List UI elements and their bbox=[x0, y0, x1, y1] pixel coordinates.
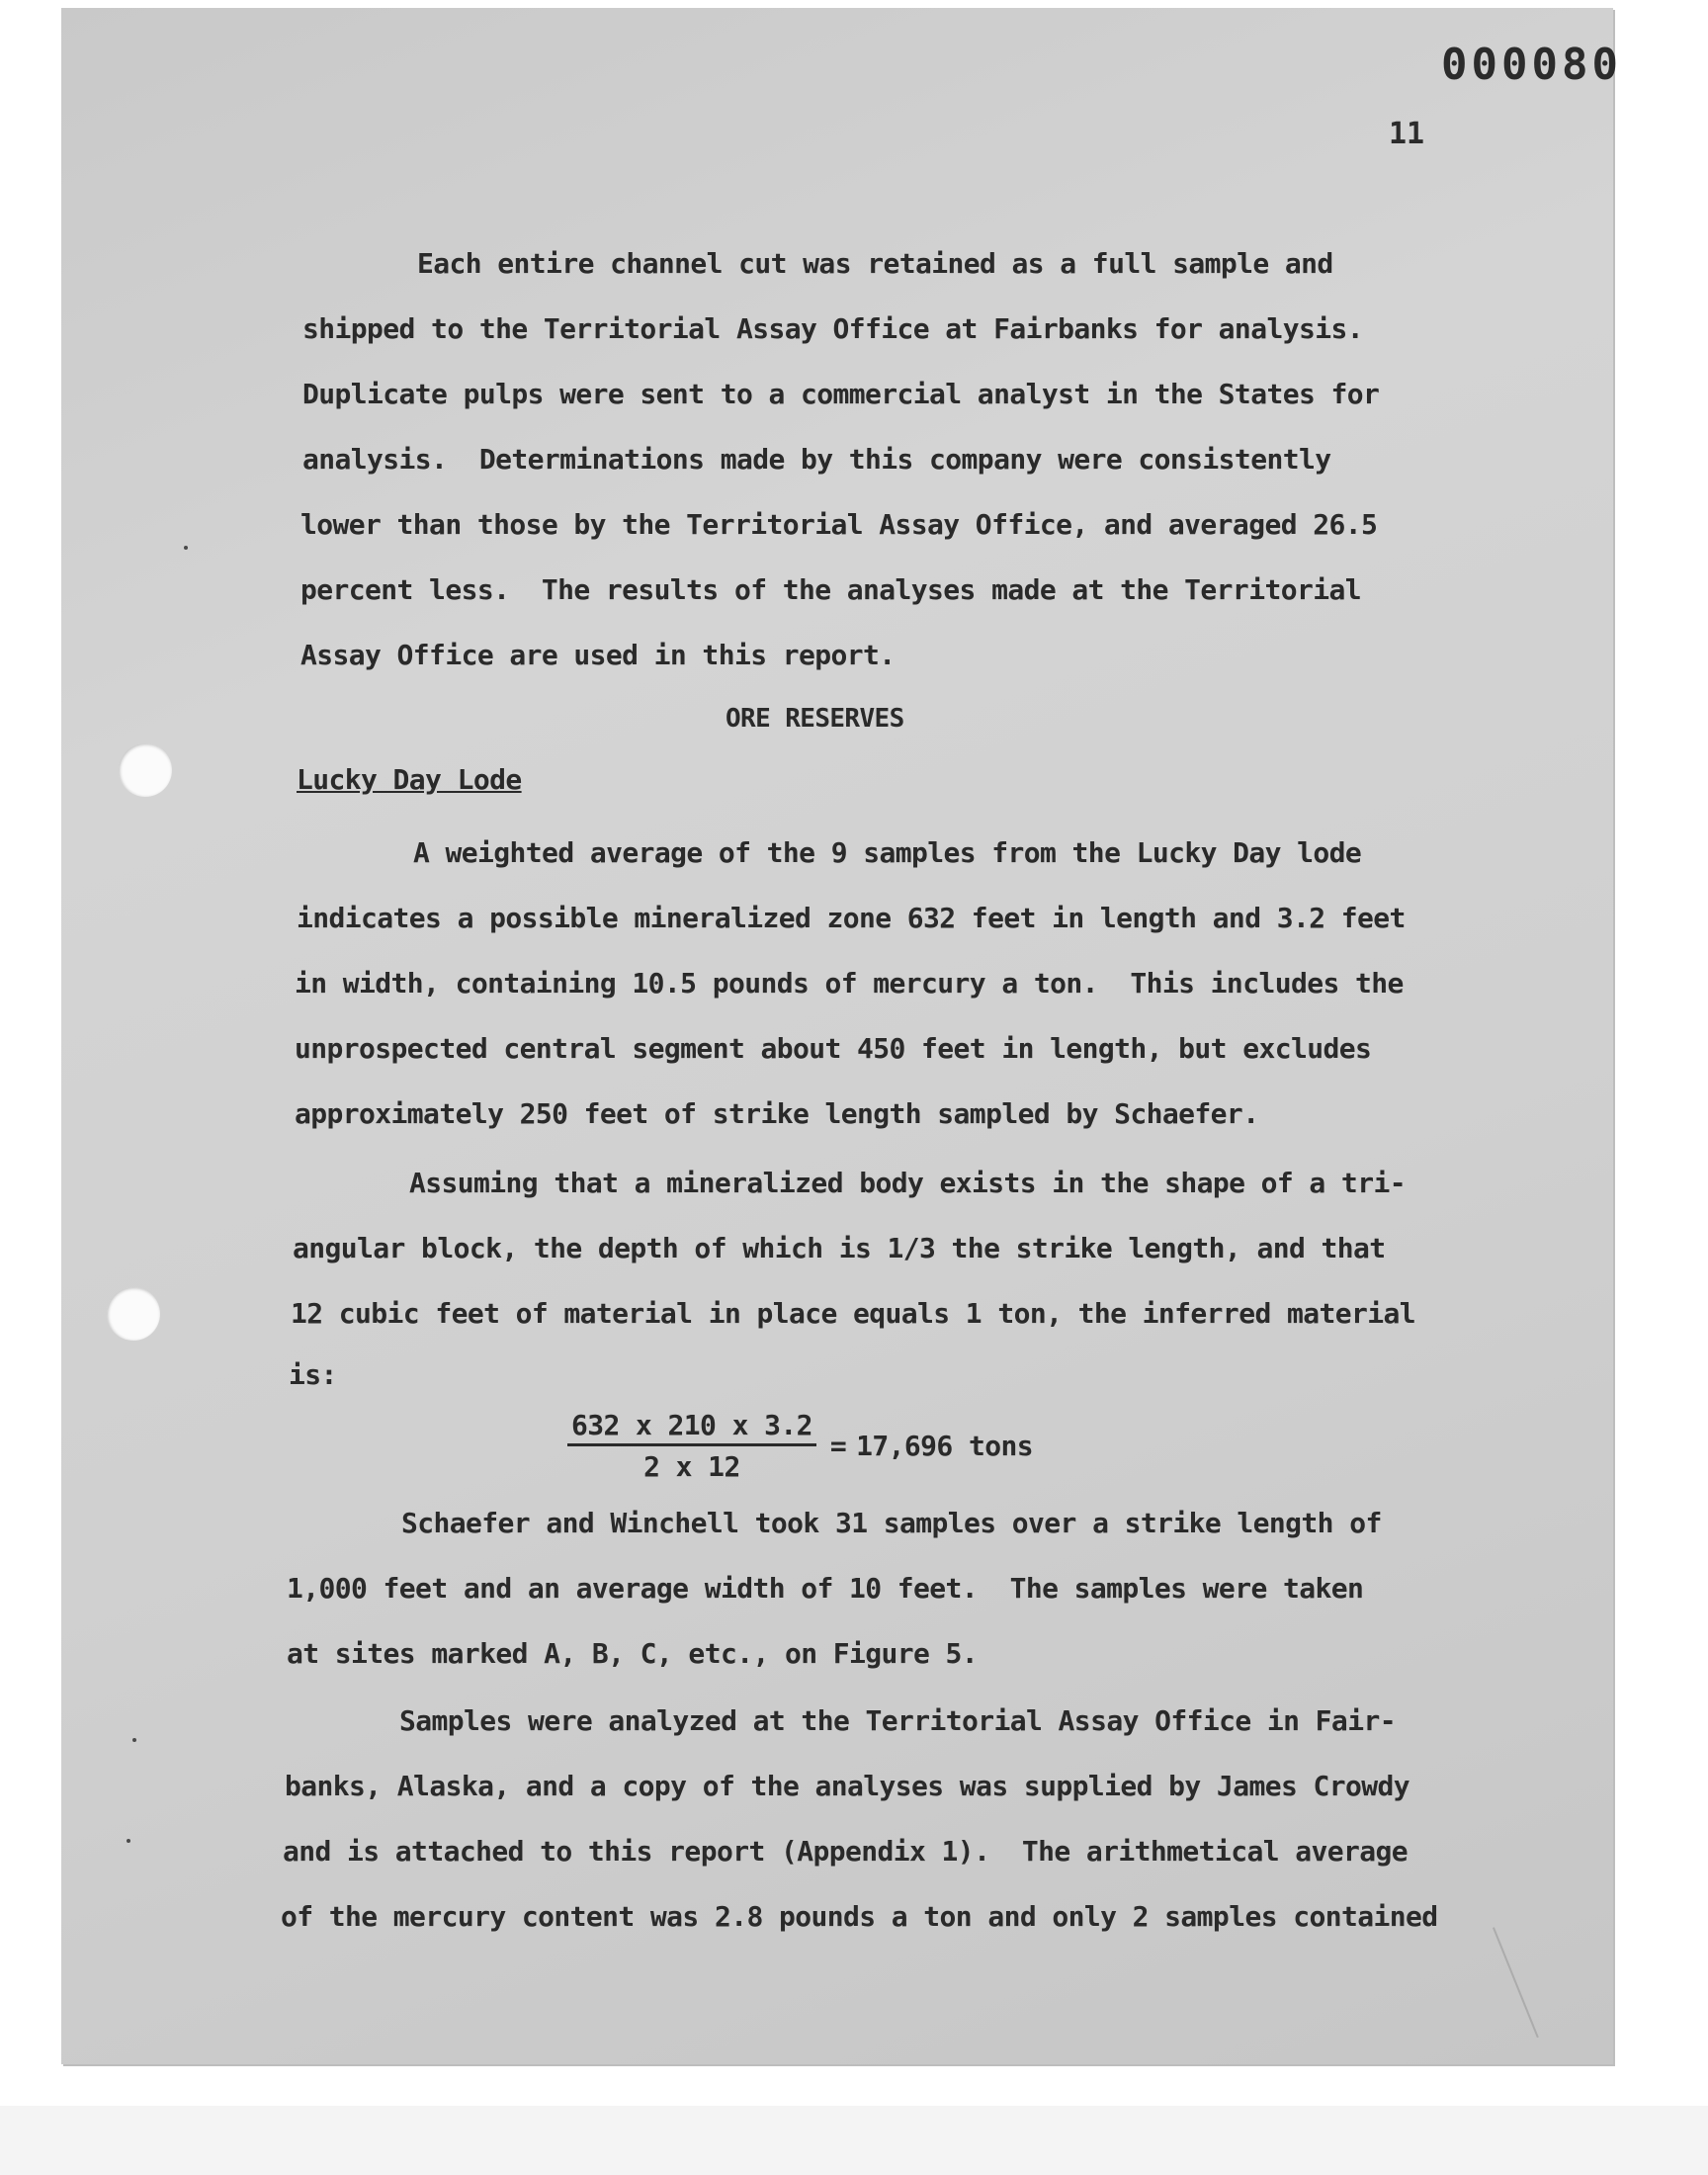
paragraph-line: angular block, the depth of which is 1/3 the strike length, and that bbox=[293, 1232, 1386, 1264]
section-heading: ORE RESERVES bbox=[726, 704, 904, 734]
paragraph-line: indicates a possible mineralized zone 632 feet in length and 3.2 feet bbox=[297, 902, 1406, 934]
punch-hole-lower bbox=[107, 1287, 160, 1341]
paragraph-line: unprospected central segment about 450 feet in length, but excludes bbox=[295, 1032, 1372, 1065]
subsection-heading: Lucky Day Lode bbox=[297, 763, 522, 796]
stray-mark bbox=[184, 546, 188, 550]
formula-fraction bbox=[567, 1409, 816, 1483]
paragraph-line: shipped to the Territorial Assay Office at Fairbanks for analysis. bbox=[302, 312, 1363, 345]
paragraph-line: analysis. Determinations made by this company were consistently bbox=[302, 443, 1331, 476]
paragraph-line: lower than those by the Territorial Assay Office, and averaged 26.5 bbox=[300, 508, 1378, 541]
paragraph-line: 12 cubic feet of material in place equals 1 ton, the inferred material bbox=[291, 1297, 1416, 1330]
paragraph-line: at sites marked A, B, C, etc., on Figure 5. bbox=[287, 1637, 979, 1670]
paragraph-line: Each entire channel cut was retained as a full sample and bbox=[417, 247, 1333, 280]
paragraph-line: Assay Office are used in this report. bbox=[300, 639, 896, 671]
formula-equals-sign: = bbox=[829, 1430, 847, 1462]
paragraph-line: is: bbox=[289, 1358, 337, 1391]
paragraph-line: banks, Alaska, and a copy of the analyses was supplied by James Crowdy bbox=[285, 1770, 1410, 1802]
scanner-bottom-margin bbox=[0, 2106, 1708, 2175]
formula-numerator: 632 x 210 x 3.2 bbox=[567, 1409, 816, 1446]
paragraph-line: A weighted average of the 9 samples from the Lucky Day lode bbox=[413, 836, 1362, 869]
paragraph-line: Assuming that a mineralized body exists in the shape of a tri- bbox=[409, 1167, 1406, 1199]
formula-denominator: 2 x 12 bbox=[643, 1450, 740, 1483]
formula-result: 17,696 tons bbox=[856, 1430, 1033, 1462]
stray-mark bbox=[127, 1839, 130, 1843]
paragraph-line: in width, containing 10.5 pounds of mercury a ton. This includes the bbox=[295, 967, 1404, 1000]
tonnage-formula bbox=[567, 1409, 1033, 1483]
paragraph-line: Samples were analyzed at the Territorial Assay Office in Fair- bbox=[399, 1704, 1396, 1737]
paragraph-line: 1,000 feet and an average width of 10 feet. The samples were taken bbox=[287, 1572, 1364, 1605]
page-number: 11 bbox=[1389, 117, 1425, 151]
paragraph-line: approximately 250 feet of strike length sampled by Schaefer. bbox=[295, 1097, 1259, 1130]
paragraph-line: and is attached to this report (Appendix 1). The arithmetical average bbox=[283, 1835, 1409, 1868]
paragraph-line: Duplicate pulps were sent to a commercial analyst in the States for bbox=[302, 378, 1380, 410]
paragraph-line: percent less. The results of the analyses made at the Territorial bbox=[300, 573, 1361, 606]
punch-hole-upper bbox=[119, 743, 172, 797]
paragraph-line: of the mercury content was 2.8 pounds a ton and only 2 samples contained bbox=[281, 1900, 1438, 1933]
stray-mark bbox=[132, 1738, 136, 1742]
paragraph-line: Schaefer and Winchell took 31 samples over a strike length of bbox=[401, 1507, 1382, 1539]
document-number: 000080 bbox=[1441, 40, 1622, 90]
